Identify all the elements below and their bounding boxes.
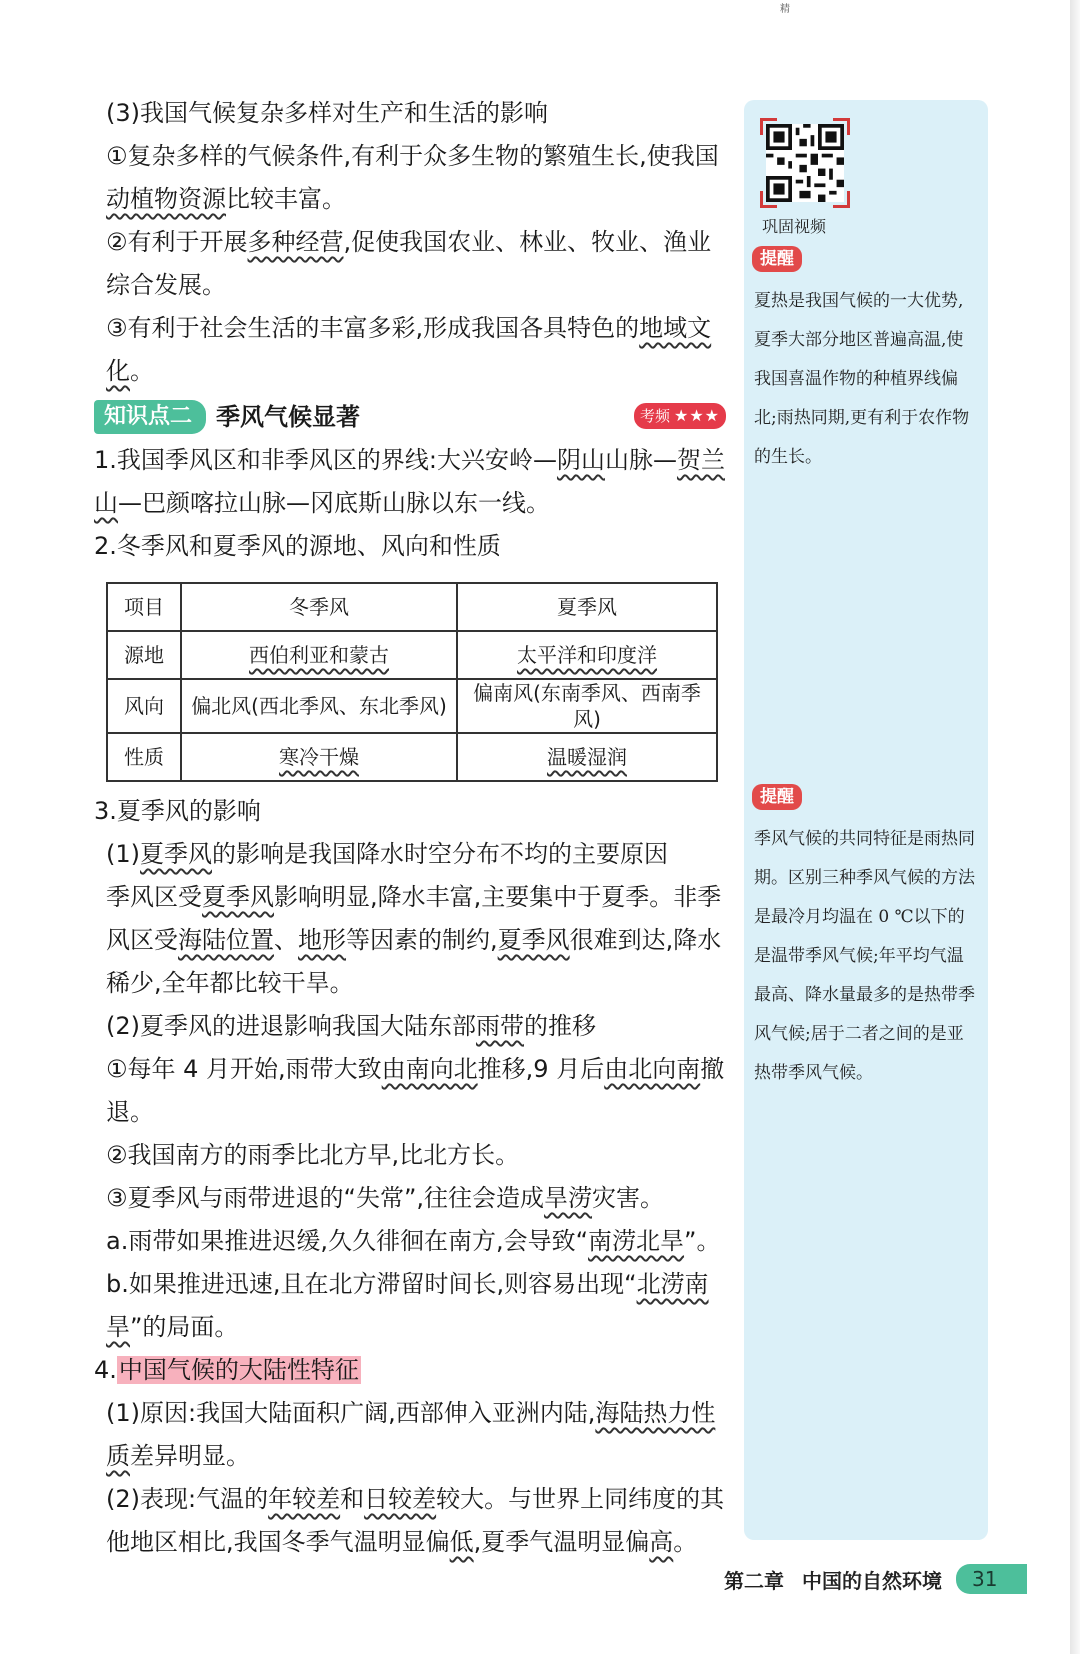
section-3-heading: 3.夏季风的影响 [94,797,261,825]
top-edge-mark: 精 [780,4,790,15]
table-cell: 太平洋和印度洋 [457,631,717,679]
section-3-2-3: ③夏季风与雨带进退的“失常”,往往会造成旱涝灾害。 [106,1184,665,1212]
key-term: 夏季风 [202,883,274,911]
section-4-heading: 4.中国气候的大陆性特征 [94,1356,359,1384]
table-header-cell: 冬季风 [181,583,457,631]
table-row [107,679,717,733]
key-term: 南涝北旱 [588,1227,685,1255]
qr-caption: 巩固视频 [762,217,827,236]
section-3-2-3-b: b.如果推进迅速,且在北方滞留时间长,则容易出现“北涝南旱”的局面。 [106,1270,709,1341]
table-header-cell: 夏季风 [457,583,717,631]
page-number: 31 [956,1564,1027,1594]
main-content [94,92,726,1564]
table-cell: 温暖湿润 [457,733,717,781]
para-climate-impact-1: ①复杂多样的气候条件,有利于众多生物的繁殖生长,使我国动植物资源比较丰富。 [106,142,719,213]
key-term: 多种经营 [247,228,344,256]
exam-frequency-label: 考频 [639,407,670,425]
key-term: 贺兰山 [94,446,725,517]
tip-text: 季风气候的共同特征是雨热同期。区别三种季风气候的方法是最冷月均温在 0 ℃以下的是温带季风气候;年平均气温最高、降水量最多的是热带季风气候;居于二者之间的是亚热带季风气候。 [754,829,975,1083]
key-term: 夏季风 [140,840,212,868]
key-term: 北涝南旱 [106,1270,709,1341]
table-row [107,631,717,679]
section-4-1: (1)原因:我国大陆面积广阔,西部伸入亚洲内陆,海陆热力性质差异明显。 [106,1399,716,1470]
section-3-2: (2)夏季风的进退影响我国大陆东部雨带的推移 [106,1012,596,1040]
section-1-boundary: 1.我国季风区和非季风区的界线:大兴安岭—阴山山脉—贺兰山—巴颜喀拉山脉—冈底斯山脉以东一线。 [94,446,725,517]
table-cell: 偏南风(东南季风、西南季风) [457,679,717,733]
key-term: 旱涝 [544,1184,593,1212]
exam-frequency-badge [634,403,726,429]
key-term: 由北向南 [604,1055,701,1083]
key-term: 海陆热力性质 [106,1399,716,1470]
table-row [107,733,717,781]
section-4-2: (2)表现:气温的年较差和日较差较大。与世界上同纬度的其他地区相比,我国冬季气温明显偏低,夏季气温明显偏高。 [106,1485,725,1556]
section-3-2-2: ②我国南方的雨季比北方早,比北方长。 [106,1141,520,1169]
chapter-title: 中国的自然环境 [802,1568,942,1593]
key-term: 雨带 [476,1012,524,1040]
monsoon-comparison-table [106,582,718,782]
page-edge-shadow [1070,0,1080,1654]
chapter-number: 第二章 [724,1568,784,1593]
key-term: 高 [649,1528,674,1556]
key-term: 年较差 [268,1485,341,1513]
knowledge-point-header [94,397,726,437]
key-term: 阴山 [556,446,605,474]
key-term: 日较差 [364,1485,437,1513]
knowledge-point-tag: 知识点二 [94,400,206,434]
knowledge-point-title: 季风气候显著 [216,402,361,431]
key-term: 由南向北 [381,1055,478,1083]
table-cell: 寒冷干燥 [181,733,457,781]
table-cell: 风向 [107,679,181,733]
section-3-1: (1)夏季风的影响是我国降水时空分布不均的主要原因 [106,840,668,868]
section-3-1-body: 季风区受夏季风影响明显,降水丰富,主要集中于夏季。非季风区受海陆位置、地形等因素的制约,夏季风很难到达,降水稀少,全年都比较干旱。 [106,883,722,997]
tip-text: 夏热是我国气候的一大优势,夏季大部分地区普遍高温,使我国喜温作物的种植界线偏北;雨热同期,更有利于农作物的生长。 [754,291,970,467]
qr-code-icon[interactable] [760,118,850,208]
section-3-2-1: ①每年 4 月开始,雨带大致由南向北推移,9 月后由北向南撤退。 [106,1055,725,1126]
table-header-row [107,583,717,631]
para-climate-impact-3: ③有利于社会生活的丰富多彩,形成我国各具特色的地域文化。 [106,314,712,385]
key-term: 地形 [298,926,346,954]
para-climate-impact-2: ②有利于开展多种经营,促使我国农业、林业、牧业、渔业综合发展。 [106,228,712,299]
star-rating-icon: ★★★ [673,406,720,425]
table-cell: 源地 [107,631,181,679]
key-term: 地域文化 [106,314,712,385]
tip-badge: 提醒 [752,784,802,810]
para-climate-impact-heading: (3)我国气候复杂多样对生产和生活的影响 [106,99,548,127]
table-header-cell: 项目 [107,583,181,631]
key-term: 海陆位置 [178,926,274,954]
section-2-heading: 2.冬季风和夏季风的源地、风向和性质 [94,532,501,560]
highlighted-heading: 中国气候的大陆性特征 [118,1356,359,1384]
section-3-2-3-a: a.雨带如果推进迟缓,久久徘徊在南方,会导致“南涝北旱”。 [106,1227,721,1255]
table-cell: 西伯利亚和蒙古 [181,631,457,679]
page-footer [724,1564,1027,1594]
sidebar-notes [744,100,988,1540]
table-cell: 性质 [107,733,181,781]
key-term: 夏季风 [497,926,570,954]
key-term: 动植物资源 [106,185,226,213]
tip-badge: 提醒 [752,246,802,272]
key-term: 低 [449,1528,474,1556]
table-cell: 偏北风(西北季风、东北季风) [181,679,457,733]
qr-code-graphic [766,124,844,202]
